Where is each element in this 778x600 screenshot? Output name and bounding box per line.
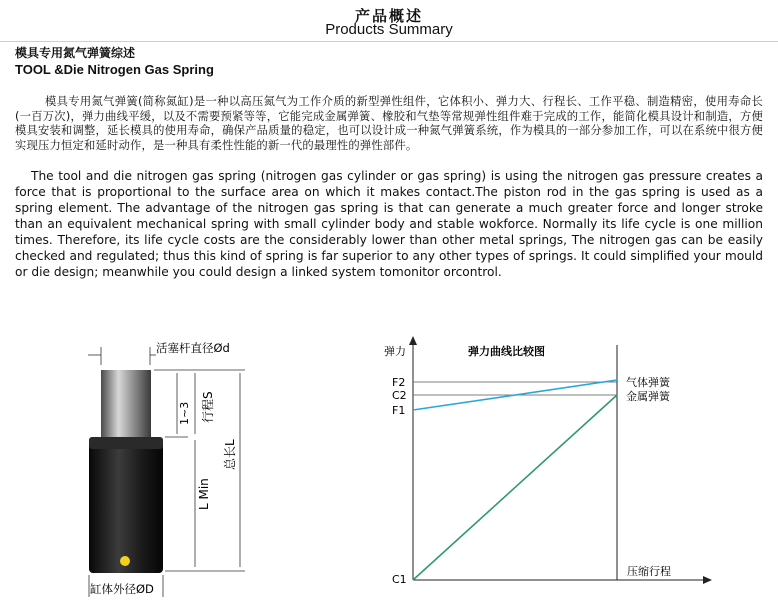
force-comparison-chart <box>380 330 720 590</box>
tick-c1: C1 <box>392 573 407 586</box>
paragraph-en: The tool and die nitrogen gas spring (nitrogen gas cylinder or gas spring) is using the nitrogen gas pressure creates a force that is proportional to the surface area on which it makes contact.The piston rod in the gas spring is used as a spring element. The advantage of the nitrogen gas spring is that can generate a much greater force and longer stroke than an equivalent mechanical spring with small cylinder body and stable wokforce. Normally its life cycle is one million times. Therefore, its life cycle costs are the considerably lower than other metal springs, The nitrogen gas can be easily checked and regulated; thus this kind of spring is far superior to any other types of springs. It could simplified your mould or die design; meanwhile you could design a linked system tomonitor orcontrol. <box>15 169 763 279</box>
chart-title: 弹力曲线比较图 <box>468 345 545 358</box>
tick-f1: F1 <box>392 404 406 417</box>
body-diameter-label: 缸体外径ØD <box>90 582 154 596</box>
page-title-en: Products Summary <box>325 21 453 38</box>
cylinder-body <box>89 437 163 573</box>
tick-c2: C2 <box>392 389 407 402</box>
x-axis-label: 压缩行程 <box>627 565 671 578</box>
gas-spring-label: 气体弹簧 <box>626 376 670 389</box>
valve-dot <box>120 556 130 566</box>
x-axis-arrow <box>703 576 712 584</box>
metal-spring-label: 金属弹簧 <box>626 390 670 403</box>
y-axis-label: 弹力 <box>384 345 406 358</box>
gas-spring-diagram <box>70 335 280 600</box>
piston-rod <box>101 370 151 438</box>
metal-spring-curve <box>413 395 617 580</box>
rod-diameter-label: 活塞杆直径Ød <box>156 341 230 355</box>
page-title-cn: 产品概述 <box>354 7 423 25</box>
section-title-en: TOOL &Die Nitrogen Gas Spring <box>15 62 214 77</box>
stroke-label: 行程S <box>201 391 215 423</box>
total-length-label: 总长L <box>223 439 237 470</box>
header-divider <box>0 41 778 42</box>
tick-f2: F2 <box>392 376 406 389</box>
section-title-cn: 模具专用氮气弹簧综述 <box>15 46 136 60</box>
cylinder-cap <box>89 437 163 449</box>
min-length-label: L Min <box>197 478 211 510</box>
y-axis-arrow <box>409 336 417 345</box>
paragraph-cn: 模具专用氮气弹簧(简称氮缸)是一种以高压氮气为工作介质的新型弹性组件，它体积小、弹力大、行程长、工作平稳、制造精密，使用寿命长(一百万次)，弹力曲线平缓，以及不需要预紧等等，它能完成金属弹簧、橡胶和气垫等常规弹性组件难于完成的工作，能简化模具设计和制造，方便模具安装和调整，延长模具的使用寿命，确保产品质量的稳定，也可以设计成一种氮气弹簧系统，作为模具的一部分参加工作，可以在系统中很方便实现压力恒定和延时动作，是一种具有柔性性能的新一代的最理性的弹性部件。 <box>15 95 763 152</box>
offset-label: 1~3 <box>178 401 191 425</box>
